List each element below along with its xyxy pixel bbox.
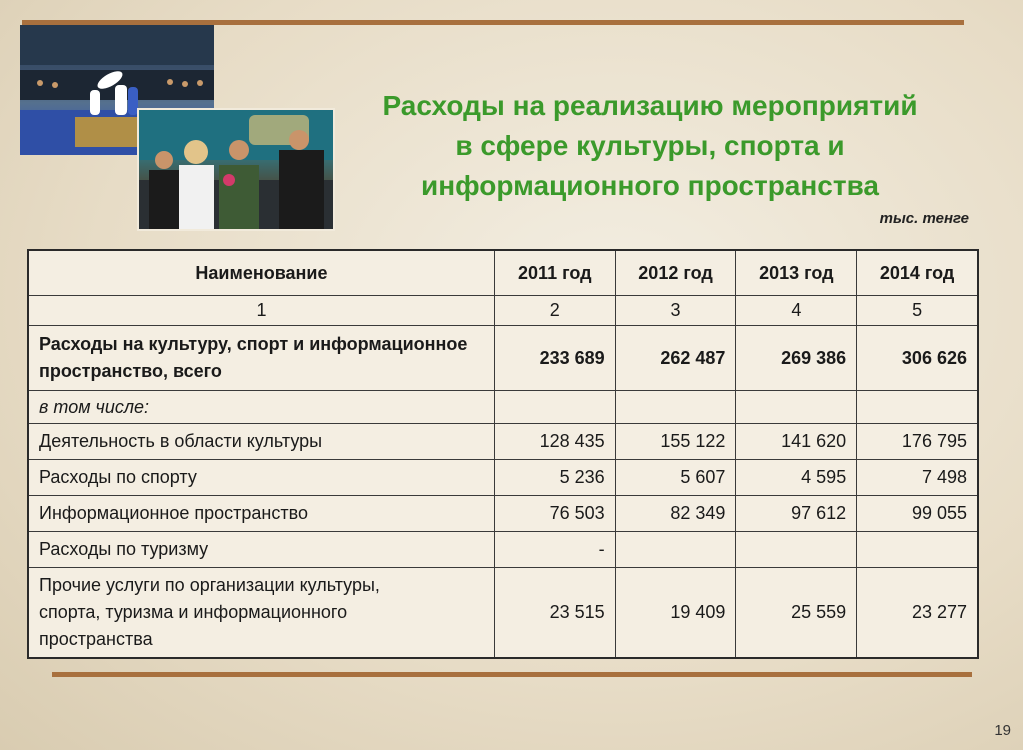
- table-row: [28, 424, 978, 460]
- row-name: Информационное пространство: [28, 496, 494, 532]
- row-value: 141 620: [736, 424, 857, 460]
- row-value: 5 607: [615, 460, 736, 496]
- empty-cell: [615, 391, 736, 424]
- row-value: 23 277: [857, 568, 978, 659]
- row-value: 97 612: [736, 496, 857, 532]
- total-value-2014: 306 626: [857, 326, 978, 391]
- row-value: 19 409: [615, 568, 736, 659]
- row-value: 176 795: [857, 424, 978, 460]
- column-number: 5: [857, 296, 978, 326]
- title-line-3: информационного пространства: [421, 170, 879, 201]
- header-row: [28, 250, 978, 296]
- empty-cell: [736, 391, 857, 424]
- row-value: 23 515: [494, 568, 615, 659]
- units-label: тыс. тенге: [879, 210, 969, 227]
- empty-cell: [494, 391, 615, 424]
- column-number: 2: [494, 296, 615, 326]
- award-ceremony-photo: [137, 108, 335, 231]
- row-value: 155 122: [615, 424, 736, 460]
- row-value: 7 498: [857, 460, 978, 496]
- table-row: [28, 496, 978, 532]
- expenses-table: [27, 249, 979, 659]
- slide-title: [330, 86, 970, 206]
- row-value: [736, 532, 857, 568]
- total-value-2011: 233 689: [494, 326, 615, 391]
- title-line-1: Расходы на реализацию мероприятий: [382, 90, 918, 121]
- row-value: 76 503: [494, 496, 615, 532]
- column-number: 1: [28, 296, 494, 326]
- column-number: 3: [615, 296, 736, 326]
- row-name: Деятельность в области культуры: [28, 424, 494, 460]
- total-row: [28, 326, 978, 391]
- row-name: Прочие услуги по организации культуры, спорта, туризма и информационного пространства: [28, 568, 494, 659]
- title-line-2: в сфере культуры, спорта и: [455, 130, 845, 161]
- total-name: Расходы на культуру, спорт и информационное пространство, всего: [28, 326, 494, 391]
- column-number: 4: [736, 296, 857, 326]
- total-value-2012: 262 487: [615, 326, 736, 391]
- table-row: [28, 568, 978, 659]
- row-value: [615, 532, 736, 568]
- row-value: -: [494, 532, 615, 568]
- row-value: 25 559: [736, 568, 857, 659]
- row-name: Расходы по спорту: [28, 460, 494, 496]
- empty-cell: [857, 391, 978, 424]
- header-name: Наименование: [28, 250, 494, 296]
- bottom-divider: [52, 672, 972, 677]
- row-name: Расходы по туризму: [28, 532, 494, 568]
- header-2012: 2012 год: [615, 250, 736, 296]
- subheading-row: [28, 391, 978, 424]
- total-value-2013: 269 386: [736, 326, 857, 391]
- subheading-label: в том числе:: [28, 391, 494, 424]
- header-2014: 2014 год: [857, 250, 978, 296]
- row-value: 82 349: [615, 496, 736, 532]
- header-2011: 2011 год: [494, 250, 615, 296]
- header-2013: 2013 год: [736, 250, 857, 296]
- row-value: 128 435: [494, 424, 615, 460]
- row-value: 4 595: [736, 460, 857, 496]
- row-value: 99 055: [857, 496, 978, 532]
- page-number: 19: [994, 722, 1011, 739]
- table-row: [28, 460, 978, 496]
- row-value: 5 236: [494, 460, 615, 496]
- table-row: [28, 532, 978, 568]
- row-value: [857, 532, 978, 568]
- column-number-row: [28, 296, 978, 326]
